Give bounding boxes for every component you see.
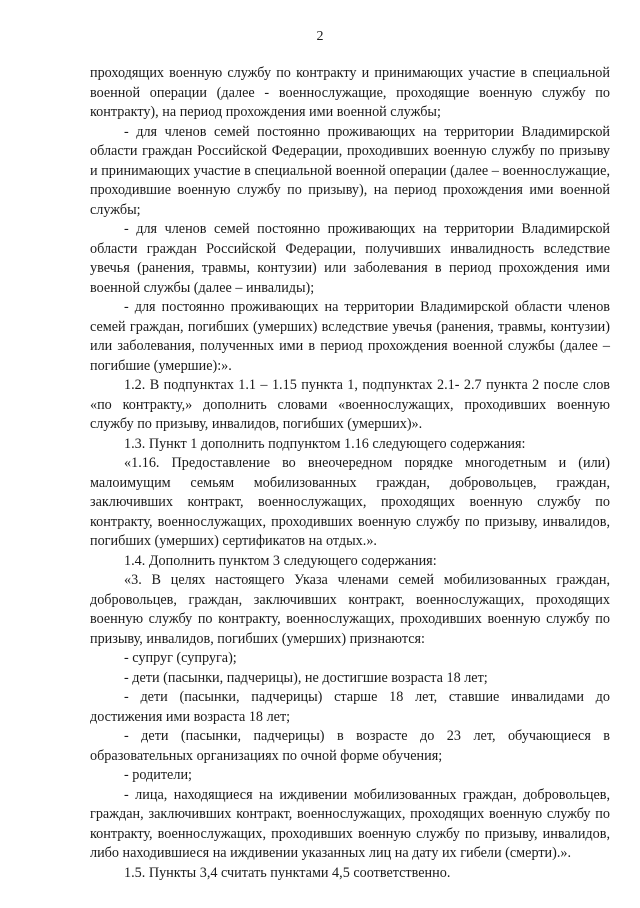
page-number: 2 bbox=[316, 29, 324, 44]
paragraph-1-3: 1.3. Пункт 1 дополнить подпунктом 1.16 следующего содержания: bbox=[124, 435, 526, 452]
list-item-parents: - родители; bbox=[124, 767, 192, 783]
paragraph-item-3: «3. В целях настоящего Указа членами семей мобилизованных граждан, добровольцев, граждан, заключивших контракт, военнослужащих, проходящих военную службу по контракту, военнослужащих, проходивших военную службу по призыву, инвалидов, погибших (умерших) признаются: bbox=[90, 572, 610, 647]
list-item-dependents: - лица, находящиеся на иждивении мобилизованных граждан, добровольцев, граждан, заключивших контракт, военнослужащих, проходящих военную службу по контракту, военнослужащих, проходивших военную службу по призыву, инвалидов, либо находившиеся на иждивении указанных лиц на дату их гибели (смерти).». bbox=[90, 786, 610, 861]
list-item-spouse: - супруг (супруга); bbox=[124, 650, 237, 666]
paragraph-1-5: 1.5. Пункты 3,4 считать пунктами 4,5 соответственно. bbox=[124, 864, 451, 881]
paragraph-military-conscripts: - для членов семей постоянно проживающих на территории Владимирской области граждан Российской Федерации, проходивших военную службу по призыву и принимающих участие в специальной военной операции (далее – военнослужащие, проходившие военную службу по призыву), на период прохождения ими военной службы; bbox=[90, 123, 610, 218]
paragraph-1-16: «1.16. Предоставление во внеочередном порядке многодетным и (или) малоимущим семьям мобилизованных граждан, добровольцев, граждан, заключивших контракт, военнослужащих, проходящих военную службу по контракту, военнослужащих, проходивших военную службу по призыву, инвалидов, погибших (умерших) сертификатов на отдых.». bbox=[90, 455, 610, 549]
list-item-children-disabled: - дети (пасынки, падчерицы) старше 18 лет, ставшие инвалидами до достижения ими возраста 18 лет; bbox=[90, 689, 610, 725]
paragraph-deceased: - для постоянно проживающих на территории Владимирской области членов семей граждан, погибших (умерших) вследствие увечья (ранения, травмы, контузии) или заболевания, полученных ими в период прохождения военной службы (далее – погибшие (умершие):». bbox=[90, 299, 610, 374]
paragraph-1-2: 1.2. В подпунктах 1.1 – 1.15 пункта 1, подпунктах 2.1- 2.7 пункта 2 после слов «по контракту,» дополнить словами «военнослужащих, проходивших военную службу по призыву, инвалидов, погибших (умерших)». bbox=[90, 377, 610, 432]
paragraph-1-4: 1.4. Дополнить пунктом 3 следующего содержания: bbox=[124, 552, 437, 569]
paragraph-continuation: проходящих военную службу по контракту и принимающих участие в специальной военной операции (далее - военнослужащие, проходящие военную службу по контракту), на период прохождения ими военной службы; bbox=[90, 65, 610, 120]
list-item-children-students: - дети (пасынки, падчерицы) в возрасте до 23 лет, обучающиеся в образовательных организациях по очной форме обучения; bbox=[90, 728, 610, 764]
list-item-children-under-18: - дети (пасынки, падчерицы), не достигшие возраста 18 лет; bbox=[124, 669, 488, 686]
paragraph-disabled: - для членов семей постоянно проживающих на территории Владимирской области граждан Российской Федерации, получивших инвалидность вследствие увечья (ранения, травмы, контузии) или заболевания в период прохождения ими военной службы (далее – инвалиды); bbox=[90, 221, 610, 296]
document-body bbox=[90, 64, 610, 883]
